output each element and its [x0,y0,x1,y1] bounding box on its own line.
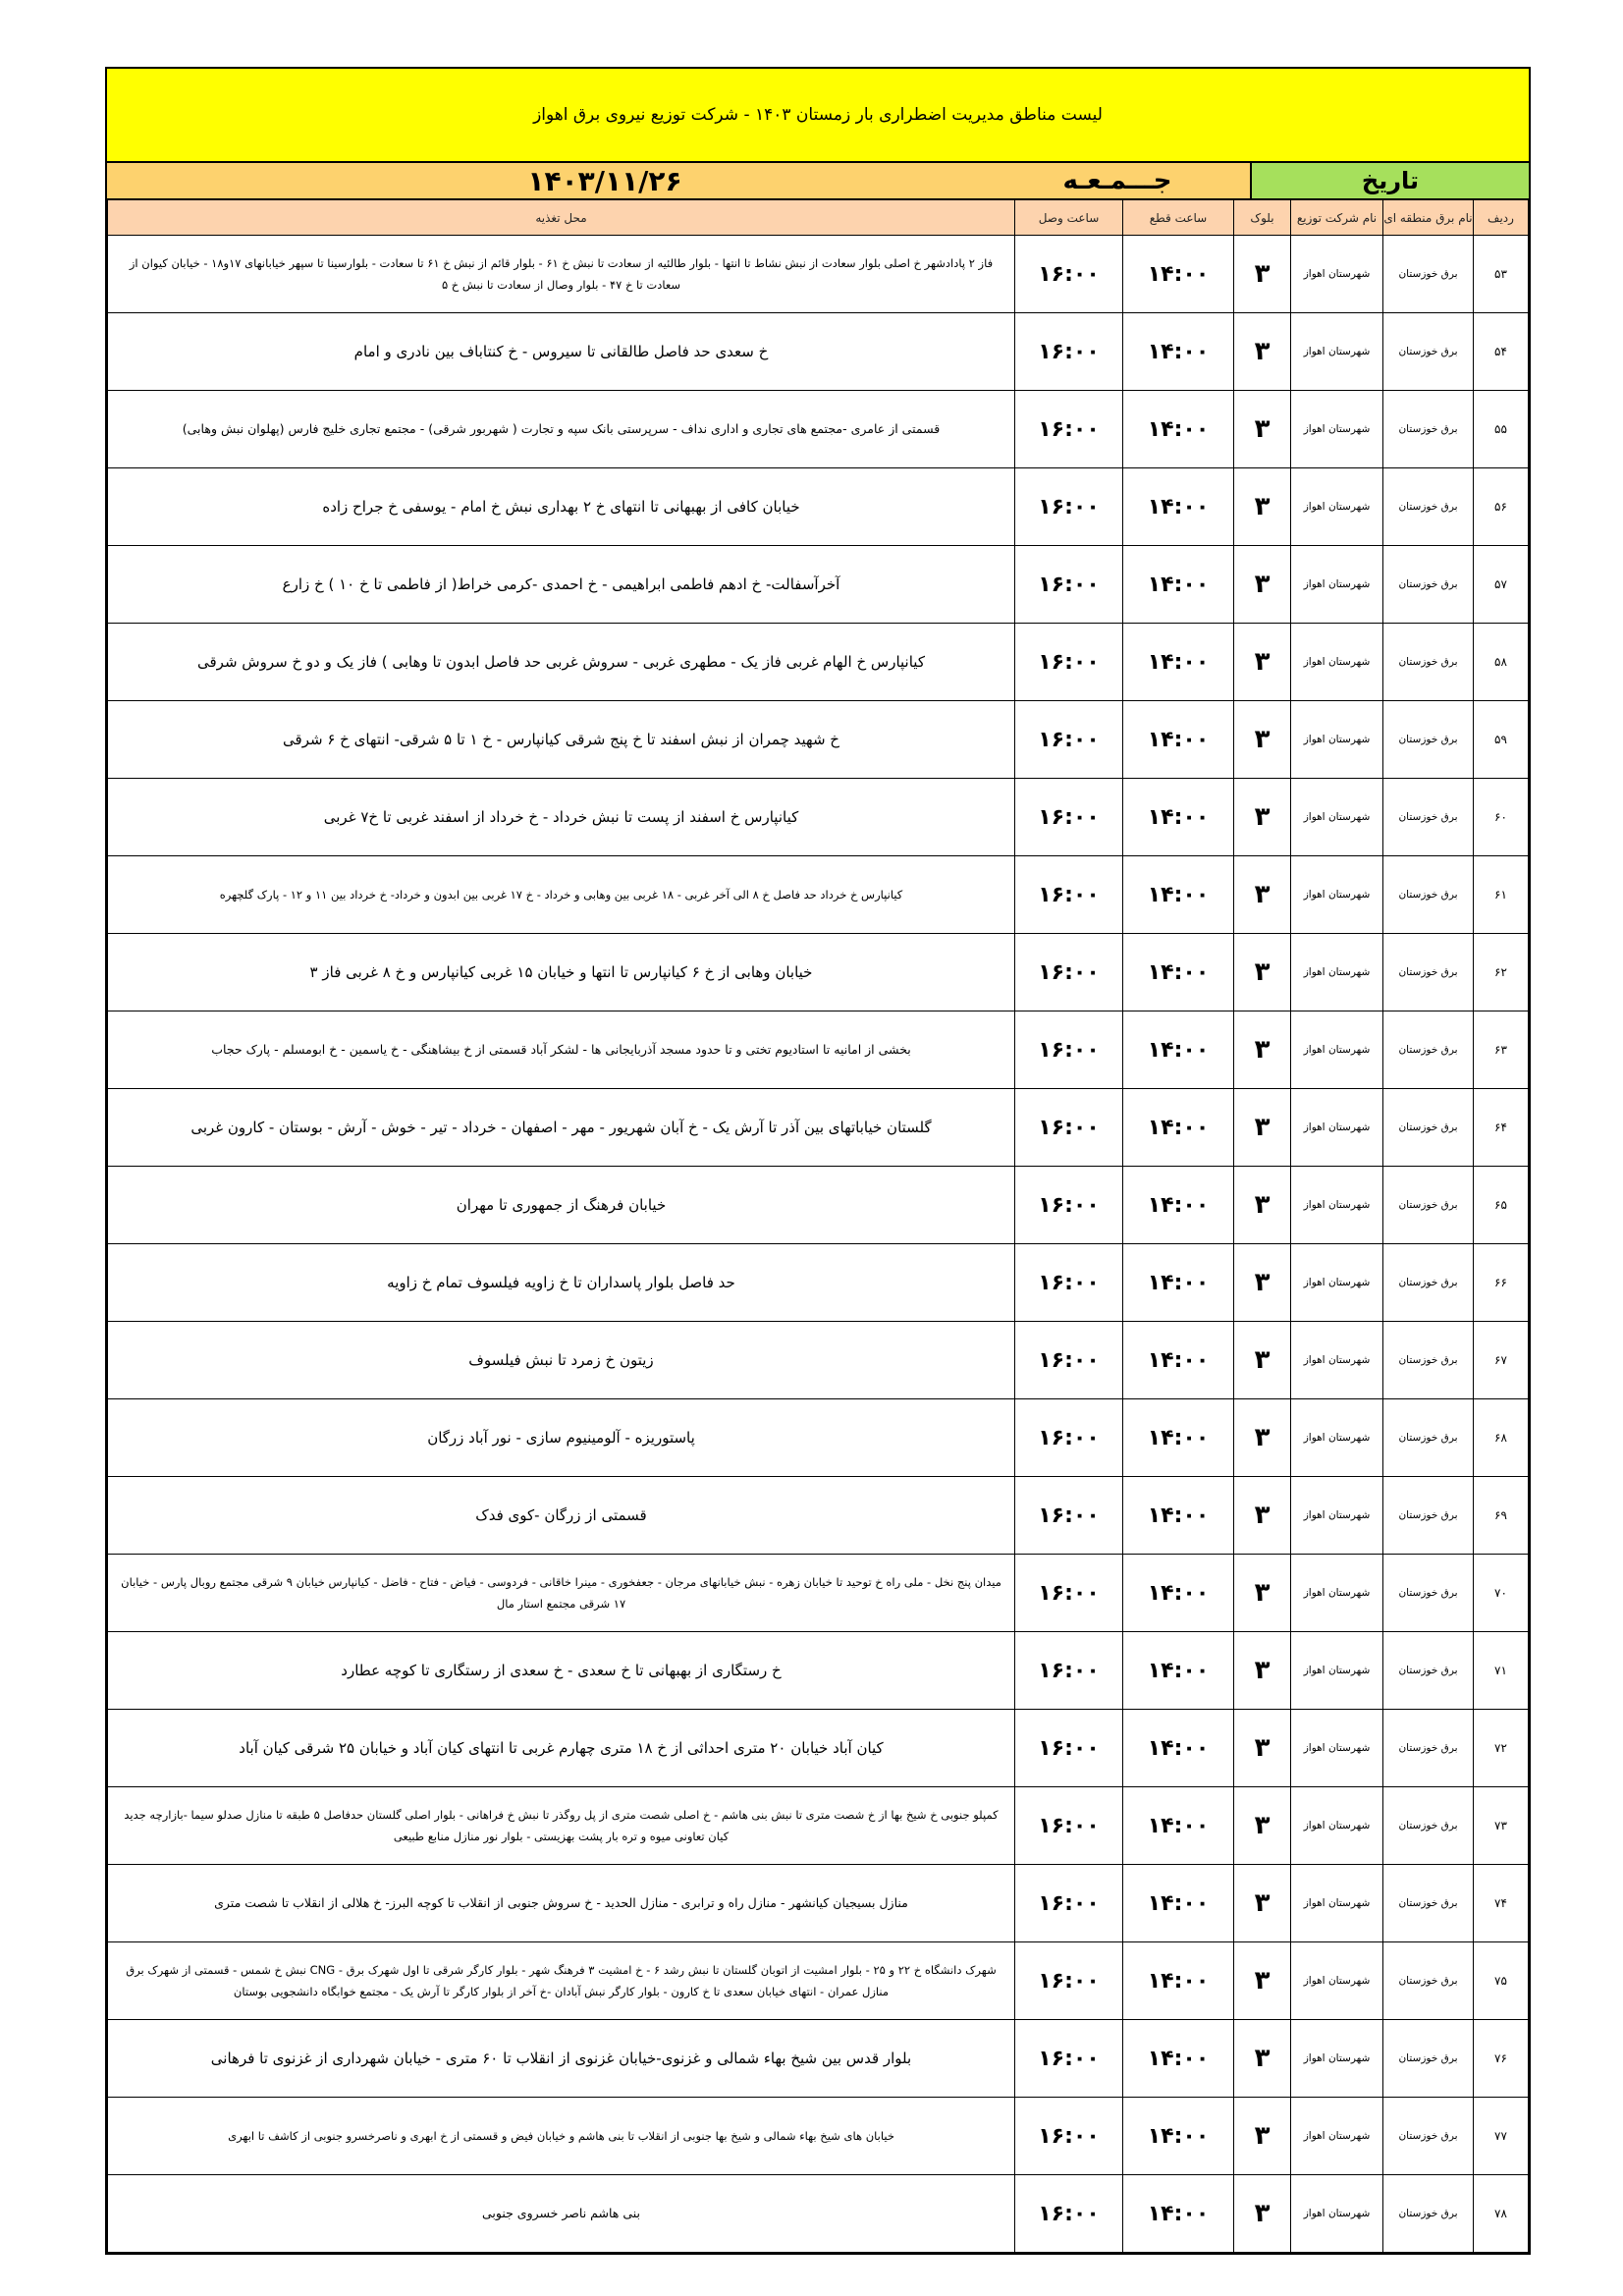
regional-company-cell: برق خوزستان [1383,391,1474,468]
regional-company-cell: برق خوزستان [1383,1167,1474,1244]
cut-time-cell: ۱۴:۰۰ [1123,779,1234,856]
regional-company-cell: برق خوزستان [1383,701,1474,779]
cut-time-cell: ۱۴:۰۰ [1123,1632,1234,1710]
block-cell: ۳ [1234,1322,1291,1399]
row-number-cell: ۶۱ [1474,856,1529,934]
location-cell: خ رستگاری از بهبهانی تا خ سعدی - خ سعدی از رستگاری تا کوچه عطارد [108,1632,1015,1710]
location-cell: زیتون خ زمرد تا نبش فیلسوف [108,1322,1015,1399]
distribution-company-cell: شهرستان اهواز [1291,2020,1383,2098]
location-cell: گلستان خیاباتهای بین آذر تا آرش یک - خ آبان شهریور - مهر - اصفهان - خرداد - تیر - خوش - آرش - بوستان - کارون غربی [108,1089,1015,1167]
distribution-company-cell: شهرستان اهواز [1291,1632,1383,1710]
block-cell: ۳ [1234,624,1291,701]
location-cell: قسمتی از زرگان -کوی فدک [108,1477,1015,1555]
document-title: لیست مناطق مدیریت اضطراری بار زمستان ۱۴۰۳ - شرکت توزیع نیروی برق اهواز [107,69,1529,163]
distribution-company-cell: شهرستان اهواز [1291,1555,1383,1632]
table-row [108,1865,1529,1942]
header-row-no: ردیف [1474,200,1529,236]
date-band [107,163,1529,199]
block-cell: ۳ [1234,236,1291,313]
connect-time-cell: ۱۶:۰۰ [1015,856,1123,934]
location-cell: بلوار قدس بین شیخ بهاء شمالی و غزنوی-خیابان غزنوی از انقلاب تا ۶۰ متری - خیابان شهرداری از غزنوی تا فرهانی [108,2020,1015,2098]
distribution-company-cell: شهرستان اهواز [1291,1322,1383,1399]
date-info [107,163,1250,198]
block-cell: ۳ [1234,2175,1291,2253]
cut-time-cell: ۱۴:۰۰ [1123,1555,1234,1632]
row-number-cell: ۶۷ [1474,1322,1529,1399]
cut-time-cell: ۱۴:۰۰ [1123,313,1234,391]
connect-time-cell: ۱۶:۰۰ [1015,391,1123,468]
header-regional: نام برق منطقه ای [1383,200,1474,236]
cut-time-cell: ۱۴:۰۰ [1123,2020,1234,2098]
location-cell: آخرآسفالت- خ ادهم فاطمی ابراهیمی - خ احمدی -کرمی خراط( از فاطمی تا خ ۱۰ ) خ زارع [108,546,1015,624]
table-row [108,2098,1529,2175]
outage-table [107,199,1529,2253]
table-row [108,1555,1529,1632]
location-cell: فاز ۲ پادادشهر خ اصلی بلوار سعادت از نبش نشاط تا انتها - بلوار طالئیه از سعادت تا نبش خ ۶۱ - بلوار قائم از نبش خ ۶۱ تا سعادت - بلوارسینا تا سپهر خیابانهای ۱۷و۱۸ - خیابان کیوان از سعادت تا خ ۴۷ - بلوار وصال از سعادت تا نبش خ ۵ [108,236,1015,313]
table-row [108,701,1529,779]
block-cell: ۳ [1234,701,1291,779]
connect-time-cell: ۱۶:۰۰ [1015,2098,1123,2175]
block-cell: ۳ [1234,1865,1291,1942]
row-number-cell: ۷۳ [1474,1787,1529,1865]
day-name: جـــمـعـه [1062,166,1172,195]
location-cell: منازل بسیجیان کیانشهر - منازل راه و ترابری - منازل الحدید - خ سروش جنوبی از انقلاب تا کوچه البرز- خ هلالی از انقلاب تا شصت متری [108,1865,1015,1942]
block-cell: ۳ [1234,1089,1291,1167]
cut-time-cell: ۱۴:۰۰ [1123,1167,1234,1244]
regional-company-cell: برق خوزستان [1383,2020,1474,2098]
block-cell: ۳ [1234,1011,1291,1089]
table-row [108,624,1529,701]
connect-time-cell: ۱۶:۰۰ [1015,2020,1123,2098]
row-number-cell: ۷۶ [1474,2020,1529,2098]
table-row [108,779,1529,856]
row-number-cell: ۵۳ [1474,236,1529,313]
connect-time-cell: ۱۶:۰۰ [1015,1787,1123,1865]
block-cell: ۳ [1234,1555,1291,1632]
table-row [108,1399,1529,1477]
table-row [108,1477,1529,1555]
connect-time-cell: ۱۶:۰۰ [1015,779,1123,856]
table-header-row [108,200,1529,236]
regional-company-cell: برق خوزستان [1383,1632,1474,1710]
table-row [108,1011,1529,1089]
regional-company-cell: برق خوزستان [1383,2098,1474,2175]
cut-time-cell: ۱۴:۰۰ [1123,1011,1234,1089]
regional-company-cell: برق خوزستان [1383,1399,1474,1477]
cut-time-cell: ۱۴:۰۰ [1123,391,1234,468]
table-row [108,1942,1529,2020]
row-number-cell: ۶۸ [1474,1399,1529,1477]
table-row [108,934,1529,1011]
location-cell: پاستوریزه - آلومینیوم سازی - نور آباد زرگان [108,1399,1015,1477]
distribution-company-cell: شهرستان اهواز [1291,1244,1383,1322]
row-number-cell: ۵۸ [1474,624,1529,701]
cut-time-cell: ۱۴:۰۰ [1123,701,1234,779]
block-cell: ۳ [1234,2020,1291,2098]
regional-company-cell: برق خوزستان [1383,1787,1474,1865]
header-location: محل تغذیه [108,200,1015,236]
distribution-company-cell: شهرستان اهواز [1291,2175,1383,2253]
distribution-company-cell: شهرستان اهواز [1291,1011,1383,1089]
location-cell: خیابان های شیخ بهاء شمالی و شیخ بها جنوبی از انقلاب تا بنی هاشم و خیابان فیض و قسمتی از خ ابهری و ناصرخسرو جنوبی از کاشف تا ابهری [108,2098,1015,2175]
block-cell: ۳ [1234,1399,1291,1477]
row-number-cell: ۶۹ [1474,1477,1529,1555]
regional-company-cell: برق خوزستان [1383,2175,1474,2253]
connect-time-cell: ۱۶:۰۰ [1015,1865,1123,1942]
connect-time-cell: ۱۶:۰۰ [1015,468,1123,546]
row-number-cell: ۶۵ [1474,1167,1529,1244]
row-number-cell: ۵۹ [1474,701,1529,779]
cut-time-cell: ۱۴:۰۰ [1123,1710,1234,1787]
table-row [108,1710,1529,1787]
regional-company-cell: برق خوزستان [1383,546,1474,624]
distribution-company-cell: شهرستان اهواز [1291,779,1383,856]
cut-time-cell: ۱۴:۰۰ [1123,624,1234,701]
row-number-cell: ۶۳ [1474,1011,1529,1089]
connect-time-cell: ۱۶:۰۰ [1015,1089,1123,1167]
regional-company-cell: برق خوزستان [1383,624,1474,701]
cut-time-cell: ۱۴:۰۰ [1123,856,1234,934]
row-number-cell: ۵۴ [1474,313,1529,391]
date-value: ۱۴۰۳/۱۱/۲۶ [527,164,682,197]
block-cell: ۳ [1234,313,1291,391]
location-cell: کیانپارس خ الهام غربی فاز یک - مطهری غربی - سروش غربی حد فاصل ابدون تا وهابی ) فاز یک و دو خ سروش شرقی [108,624,1015,701]
connect-time-cell: ۱۶:۰۰ [1015,934,1123,1011]
distribution-company-cell: شهرستان اهواز [1291,624,1383,701]
block-cell: ۳ [1234,2098,1291,2175]
header-block: بلوک [1234,200,1291,236]
connect-time-cell: ۱۶:۰۰ [1015,1167,1123,1244]
block-cell: ۳ [1234,391,1291,468]
block-cell: ۳ [1234,1477,1291,1555]
connect-time-cell: ۱۶:۰۰ [1015,1011,1123,1089]
location-cell: شهرک دانشگاه خ ۲۲ و ۲۵ - بلوار امشیت از اتوبان گلستان تا نبش رشد ۶ - خ امشیت ۳ فرهنگ شهر - بلوار کارگر شرقی تا اول شهرک برق - CNG نبش خ شمس - قسمتی از شهرک برق منازل عمران - انتهای خیابان سعدی تا خ کارون - بلوار کارگر نبش آبادان -خ آخر از بلوار کارگر تا آرش یک - مجتمع خوابگاه دانشجویی بوستان [108,1942,1015,2020]
block-cell: ۳ [1234,468,1291,546]
table-row [108,856,1529,934]
distribution-company-cell: شهرستان اهواز [1291,1710,1383,1787]
cut-time-cell: ۱۴:۰۰ [1123,2175,1234,2253]
distribution-company-cell: شهرستان اهواز [1291,1477,1383,1555]
connect-time-cell: ۱۶:۰۰ [1015,1942,1123,2020]
block-cell: ۳ [1234,856,1291,934]
table-row [108,468,1529,546]
distribution-company-cell: شهرستان اهواز [1291,856,1383,934]
location-cell: کیانپارس خ اسفند از پست تا نبش خرداد - خ خرداد از اسفند غربی تا خ۷ غربی [108,779,1015,856]
row-number-cell: ۷۵ [1474,1942,1529,2020]
regional-company-cell: برق خوزستان [1383,934,1474,1011]
distribution-company-cell: شهرستان اهواز [1291,1865,1383,1942]
connect-time-cell: ۱۶:۰۰ [1015,1477,1123,1555]
connect-time-cell: ۱۶:۰۰ [1015,1322,1123,1399]
cut-time-cell: ۱۴:۰۰ [1123,1322,1234,1399]
connect-time-cell: ۱۶:۰۰ [1015,624,1123,701]
table-row [108,1787,1529,1865]
table-row [108,2175,1529,2253]
table-row [108,1167,1529,1244]
row-number-cell: ۷۸ [1474,2175,1529,2253]
table-row [108,2020,1529,2098]
cut-time-cell: ۱۴:۰۰ [1123,1787,1234,1865]
connect-time-cell: ۱۶:۰۰ [1015,546,1123,624]
cut-time-cell: ۱۴:۰۰ [1123,546,1234,624]
distribution-company-cell: شهرستان اهواز [1291,313,1383,391]
distribution-company-cell: شهرستان اهواز [1291,546,1383,624]
location-cell: کمپلو جنوبی خ شیخ بها از خ شصت متری تا نبش بنی هاشم - خ اصلی شصت متری از پل روگذر تا نبش خ فراهانی - بلوار اصلی گلستان حدفاصل ۵ طبقه تا منازل صدلو سیما -بازارچه جدید کیان تعاونی میوه و تره بار پشت بهزیستی - بلوار نور منازل منابع طبیعی [108,1787,1015,1865]
distribution-company-cell: شهرستان اهواز [1291,391,1383,468]
header-connect-time: ساعت وصل [1015,200,1123,236]
location-cell: خ سعدی حد فاصل طالقانی تا سیروس - خ کنتاباف بین نادری و امام [108,313,1015,391]
block-cell: ۳ [1234,1244,1291,1322]
header-distribution: نام شرکت توزیع [1291,200,1383,236]
regional-company-cell: برق خوزستان [1383,1865,1474,1942]
cut-time-cell: ۱۴:۰۰ [1123,468,1234,546]
connect-time-cell: ۱۶:۰۰ [1015,236,1123,313]
regional-company-cell: برق خوزستان [1383,1089,1474,1167]
row-number-cell: ۶۴ [1474,1089,1529,1167]
regional-company-cell: برق خوزستان [1383,779,1474,856]
table-row [108,391,1529,468]
connect-time-cell: ۱۶:۰۰ [1015,701,1123,779]
row-number-cell: ۷۰ [1474,1555,1529,1632]
regional-company-cell: برق خوزستان [1383,1322,1474,1399]
location-cell: میدان پنج نخل - ملی راه خ توحید تا خیابان زهره - نبش خیابانهای مرجان - جعفخوری - مینرا خاقانی - فردوسی - فیاض - فتاح - فاضل - کیانپارس خیابان ۹ شرقی مجتمع روبال پارس - خیابان ۱۷ شرقی مجتمع استار مال [108,1555,1015,1632]
date-label: تاریخ [1250,163,1529,198]
connect-time-cell: ۱۶:۰۰ [1015,1399,1123,1477]
table-row [108,1089,1529,1167]
connect-time-cell: ۱۶:۰۰ [1015,1632,1123,1710]
connect-time-cell: ۱۶:۰۰ [1015,1555,1123,1632]
distribution-company-cell: شهرستان اهواز [1291,1787,1383,1865]
regional-company-cell: برق خوزستان [1383,468,1474,546]
cut-time-cell: ۱۴:۰۰ [1123,1244,1234,1322]
regional-company-cell: برق خوزستان [1383,1555,1474,1632]
connect-time-cell: ۱۶:۰۰ [1015,2175,1123,2253]
header-cut-time: ساعت قطع [1123,200,1234,236]
table-row [108,1322,1529,1399]
regional-company-cell: برق خوزستان [1383,236,1474,313]
regional-company-cell: برق خوزستان [1383,1710,1474,1787]
regional-company-cell: برق خوزستان [1383,1942,1474,2020]
block-cell: ۳ [1234,934,1291,1011]
regional-company-cell: برق خوزستان [1383,1244,1474,1322]
distribution-company-cell: شهرستان اهواز [1291,1399,1383,1477]
row-number-cell: ۷۱ [1474,1632,1529,1710]
row-number-cell: ۶۶ [1474,1244,1529,1322]
table-row [108,1244,1529,1322]
distribution-company-cell: شهرستان اهواز [1291,701,1383,779]
block-cell: ۳ [1234,779,1291,856]
regional-company-cell: برق خوزستان [1383,1477,1474,1555]
location-cell: کیانپارس خ خرداد حد فاصل خ ۸ الی آخر غربی - ۱۸ غربی بین وهابی و خرداد - خ ۱۷ غربی بین ابدون و خرداد- خ خرداد بین ۱۱ و ۱۲ - پارک گلچهره [108,856,1015,934]
block-cell: ۳ [1234,1710,1291,1787]
block-cell: ۳ [1234,1787,1291,1865]
connect-time-cell: ۱۶:۰۰ [1015,1244,1123,1322]
row-number-cell: ۶۰ [1474,779,1529,856]
row-number-cell: ۷۲ [1474,1710,1529,1787]
table-row [108,313,1529,391]
row-number-cell: ۵۷ [1474,546,1529,624]
location-cell: خیابان فرهنگ از جمهوری تا مهران [108,1167,1015,1244]
cut-time-cell: ۱۴:۰۰ [1123,236,1234,313]
block-cell: ۳ [1234,1632,1291,1710]
table-row [108,236,1529,313]
cut-time-cell: ۱۴:۰۰ [1123,2098,1234,2175]
connect-time-cell: ۱۶:۰۰ [1015,313,1123,391]
block-cell: ۳ [1234,546,1291,624]
location-cell: خیابان کافی از بهبهانی تا انتهای خ ۲ بهداری نبش خ امام - یوسفی خ جراح زاده [108,468,1015,546]
table-row [108,1632,1529,1710]
schedule-sheet [105,67,1531,2255]
distribution-company-cell: شهرستان اهواز [1291,934,1383,1011]
regional-company-cell: برق خوزستان [1383,1011,1474,1089]
regional-company-cell: برق خوزستان [1383,856,1474,934]
row-number-cell: ۵۶ [1474,468,1529,546]
cut-time-cell: ۱۴:۰۰ [1123,1089,1234,1167]
distribution-company-cell: شهرستان اهواز [1291,236,1383,313]
cut-time-cell: ۱۴:۰۰ [1123,1399,1234,1477]
row-number-cell: ۵۵ [1474,391,1529,468]
distribution-company-cell: شهرستان اهواز [1291,1167,1383,1244]
connect-time-cell: ۱۶:۰۰ [1015,1710,1123,1787]
distribution-company-cell: شهرستان اهواز [1291,468,1383,546]
table-row [108,546,1529,624]
location-cell: کیان آباد خیابان ۲۰ متری احداثی از خ ۱۸ متری چهارم غربی تا انتهای کیان آباد و خیابان ۲۵ شرقی کیان آباد [108,1710,1015,1787]
distribution-company-cell: شهرستان اهواز [1291,2098,1383,2175]
location-cell: خ شهید چمران از نبش اسفند تا خ پنج شرقی کیانپارس - خ ۱ تا ۵ شرقی- انتهای خ ۶ شرقی [108,701,1015,779]
cut-time-cell: ۱۴:۰۰ [1123,934,1234,1011]
block-cell: ۳ [1234,1942,1291,2020]
location-cell: حد فاصل بلوار پاسداران تا خ زاویه فیلسوف تمام خ زاویه [108,1244,1015,1322]
row-number-cell: ۶۲ [1474,934,1529,1011]
row-number-cell: ۷۴ [1474,1865,1529,1942]
location-cell: خیابان وهابی از خ ۶ کیانپارس تا انتها و خیابان ۱۵ غربی کیانپارس و خ ۸ غربی فاز ۳ [108,934,1015,1011]
location-cell: قسمتی از عامری -مجتمع های تجاری و اداری نداف - سرپرستی بانک سپه و تجارت ( شهربور شرقی) - مجتمع تجاری خلیج فارس (پهلوان نبش وهابی) [108,391,1015,468]
cut-time-cell: ۱۴:۰۰ [1123,1942,1234,2020]
block-cell: ۳ [1234,1167,1291,1244]
regional-company-cell: برق خوزستان [1383,313,1474,391]
row-number-cell: ۷۷ [1474,2098,1529,2175]
cut-time-cell: ۱۴:۰۰ [1123,1477,1234,1555]
location-cell: بخشی از امانیه تا استادیوم تختی و تا حدود مسجد آذربایجانی ها - لشکر آباد قسمتی از خ بیشاهنگی - خ یاسمین - خ ابومسلم - پارک حجاب [108,1011,1015,1089]
location-cell: بنی هاشم ناصر خسروی جنوبی [108,2175,1015,2253]
distribution-company-cell: شهرستان اهواز [1291,1089,1383,1167]
cut-time-cell: ۱۴:۰۰ [1123,1865,1234,1942]
distribution-company-cell: شهرستان اهواز [1291,1942,1383,2020]
